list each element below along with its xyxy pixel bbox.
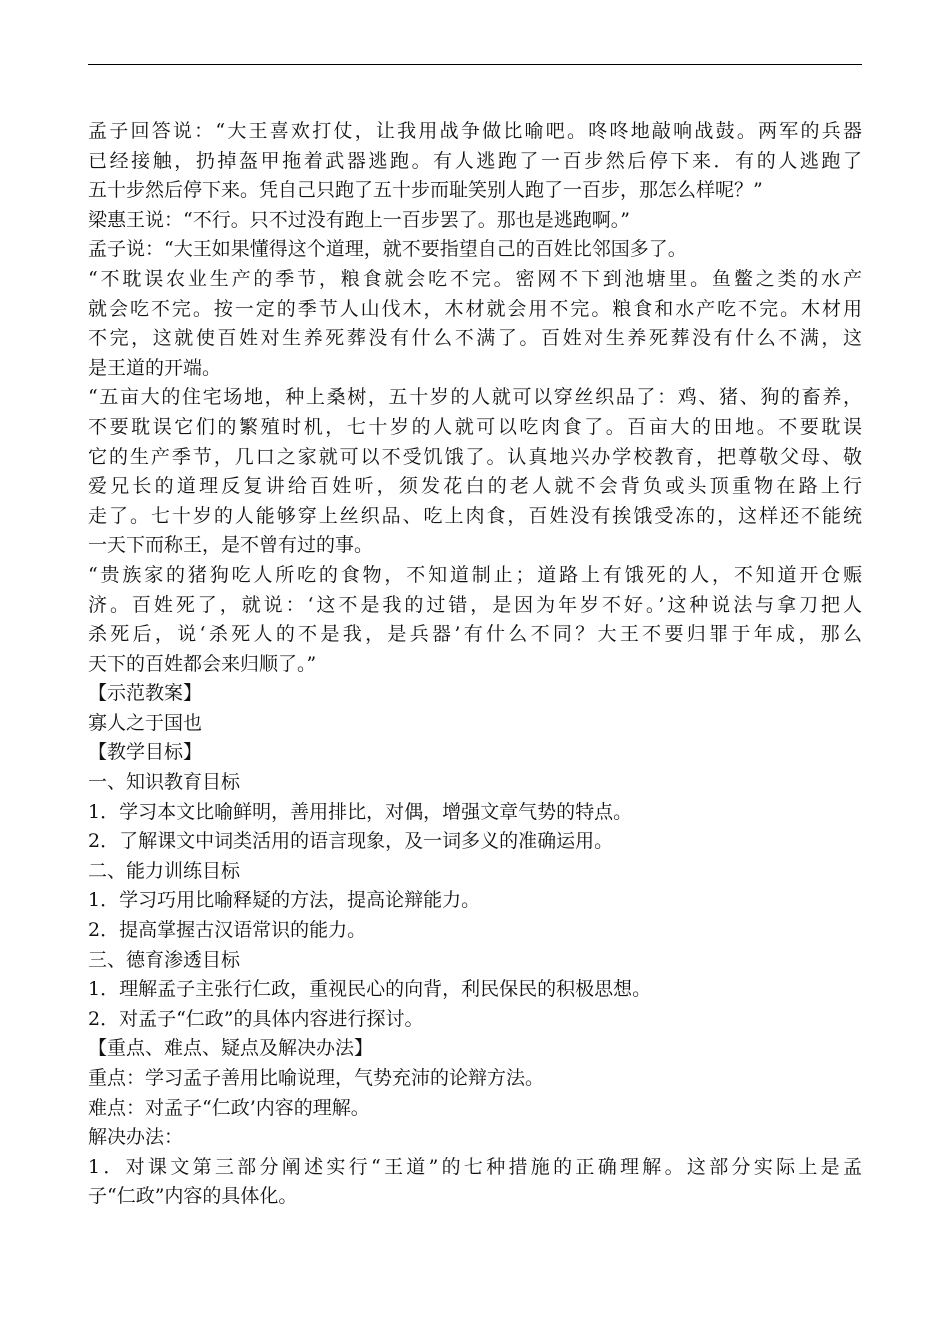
section-heading: 【示范教案】 — [88, 682, 203, 705]
list-item: 1．理解孟子主张行仁政，重视民心的向背，利民保民的积极思想。 — [88, 978, 652, 1001]
lesson-title: 寡人之于国也 — [88, 711, 203, 734]
text-line: “贵族家的猪狗吃人所吃的食物，不知道制止；道路上有饿死的人，不知道开仓赈 — [88, 563, 862, 586]
subsection-heading: 三、德育渗透目标 — [88, 948, 241, 971]
section-heading: 【教学目标】 — [88, 741, 203, 764]
text-line: 走了。七十岁的人能够穿上丝织品、吃上肉食，百姓没有挨饿受冻的，这样还不能统 — [88, 504, 862, 527]
text-line: 重点：学习孟子善用比喻说理，气势充沛的论辩方法。 — [88, 1067, 545, 1089]
text-line: 梁惠王说：“不行。只不过没有跑上一百步罢了。那也是逃跑啊。” — [88, 208, 630, 231]
text-line: 不完，这就使百姓对生养死葬没有什么不满了。百姓对生养死葬没有什么不满，这 — [88, 327, 862, 350]
list-item: 1．对课文第三部分阐述实行“王道”的七种措施的正确理解。这部分实际上是孟 — [88, 1155, 862, 1178]
text-line: “五亩大的住宅场地，种上桑树，五十岁的人就可以穿丝织品了：鸡、猪、狗的畜养， — [88, 386, 862, 409]
text-line: 一天下而称王，是不曾有过的事。 — [88, 534, 374, 557]
list-item: 1．学习巧用比喻释疑的方法，提高论辩能力。 — [88, 889, 481, 912]
document-body — [88, 117, 862, 1212]
text-line: 孟子说：“大王如果懂得这个道理，就不要指望自己的百姓比邻国多了。 — [88, 238, 687, 261]
text-line: “不耽误农业生产的季节，粮食就会吃不完。密网不下到池塘里。鱼鳖之类的水产 — [88, 267, 862, 290]
text-line: 子“仁政”内容的具体化。 — [88, 1185, 298, 1208]
text-line: 它的生产季节，几口之家就可以不受饥饿了。认真地兴办学校教育，把尊敬父母、敬 — [88, 445, 862, 468]
text-line: 解决办法： — [88, 1126, 184, 1149]
list-item: 2．了解课文中词类活用的语言现象，及一词多义的准确运用。 — [88, 830, 614, 853]
text-line: 杀死后，说‘杀死人的不是我，是兵器’有什么不同？大王不要归罪于年成，那么 — [88, 623, 862, 646]
section-heading: 【重点、难点、疑点及解决办法】 — [88, 1037, 374, 1060]
text-line: 天下的百姓都会来归顺了。” — [88, 652, 317, 675]
subsection-heading: 二、能力训练目标 — [88, 859, 241, 882]
header-rule — [88, 64, 862, 65]
text-line: 爱兄长的道理反复讲给百姓听，须发花白的老人就不会背负或头顶重物在路上行 — [88, 475, 862, 498]
list-item: 2．提高掌握古汉语常识的能力。 — [88, 919, 367, 942]
text-line: 是王道的开端。 — [88, 356, 222, 379]
subsection-heading: 一、知识教育目标 — [88, 771, 241, 794]
text-line: 就会吃不完。按一定的季节人山伐木，木材就会用不完。粮食和水产吃不完。木材用 — [88, 297, 862, 320]
text-line: 已经接触，扔掉盔甲拖着武器逃跑。有人逃跑了一百步然后停下来．有的人逃跑了 — [88, 149, 862, 172]
text-line: 五十步然后停下来。凭自己只跑了五十步而耻笑别人跑了一百步，那怎么样呢？” — [88, 179, 763, 202]
list-item: 2．对孟子“仁政”的具体内容进行探讨。 — [88, 1007, 424, 1030]
text-line: 难点：对孟子“仁政’内容的理解。 — [88, 1096, 370, 1119]
text-line: 济。百姓死了，就说：‘这不是我的过错，是因为年岁不好。’这种说法与拿刀把人 — [88, 593, 862, 616]
text-line: 孟子回答说：“大王喜欢打仗，让我用战争做比喻吧。咚咚地敲响战鼓。两军的兵器 — [88, 120, 862, 142]
text-line: 不要耽误它们的繁殖时机，七十岁的人就可以吃肉食了。百亩大的田地。不要耽误 — [88, 415, 862, 438]
list-item: 1．学习本文比喻鲜明，善用排比，对偶，增强文章气势的特点。 — [88, 800, 633, 823]
